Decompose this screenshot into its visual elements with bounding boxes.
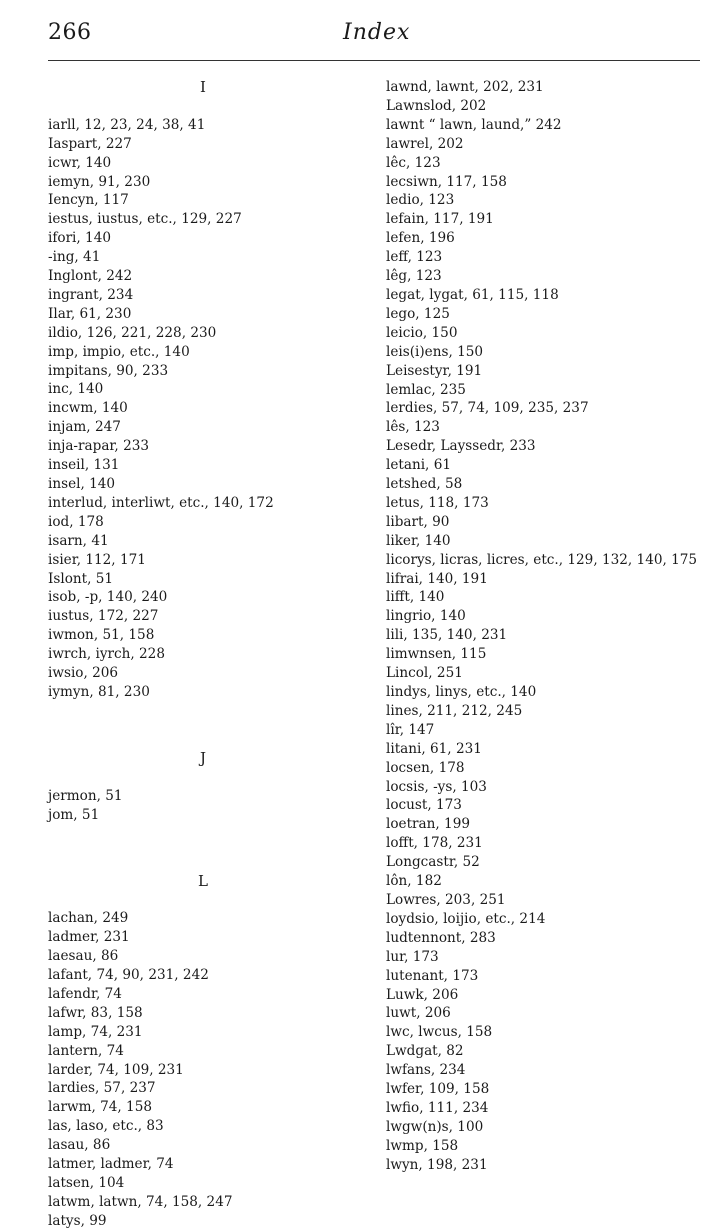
index-entry: lachan, 249 [48,910,129,927]
index-entry: lefain, 117, 191 [386,211,494,228]
index-entry: lîr, 147 [386,721,435,738]
index-entry: lwc, lwcus, 158 [386,1024,493,1041]
index-entry: lili, 135, 140, 231 [386,627,508,644]
index-entry: iustus, 172, 227 [48,608,159,625]
page-number: 266 [48,20,92,45]
index-entry: iemyn, 91, 230 [48,173,151,190]
index-entry: ludtennont, 283 [386,929,496,946]
index-list-right [386,78,706,1175]
section-heading-l: L [198,871,208,890]
section-heading-j: J [199,748,206,767]
index-entry: laesau, 86 [48,948,119,965]
index-entry: lasau, 86 [48,1137,111,1154]
index-entry: licorys, licras, licres, etc., 129, 132, 140, 175 [386,551,698,568]
index-entry: impitans, 90, 233 [48,362,169,379]
index-entry: lwfans, 234 [386,1062,466,1079]
spacer [48,825,358,872]
index-entry: iymyn, 81, 230 [48,683,150,700]
index-entry: Iaspart, 227 [48,135,132,152]
index-entry: inc, 140 [48,381,104,398]
index-entry: isob, -p, 140, 240 [48,589,168,606]
index-entry: ledio, 123 [386,192,455,209]
index-entry: lafant, 74, 90, 231, 242 [48,967,209,984]
index-entry: luwt, 206 [386,1005,451,1022]
index-entry: inseil, 131 [48,457,120,474]
spacer [48,890,358,909]
index-entry: -ing, 41 [48,249,101,266]
left-column [48,78,358,1231]
index-entry: lantern, 74 [48,1042,124,1059]
index-entry: libart, 90 [386,513,450,530]
index-entry: lôn, 182 [386,873,442,890]
index-entry: lêc, 123 [386,154,441,171]
index-entry: incwm, 140 [48,400,128,417]
index-entry: Islont, 51 [48,570,114,587]
index-entry: larwm, 74, 158 [48,1099,153,1116]
index-list-i [48,116,358,702]
index-entry: lawnd, lawnt, 202, 231 [386,79,544,95]
index-entry: latmer, ladmer, 74 [48,1156,174,1173]
index-entry: letus, 118, 173 [386,494,489,511]
index-entry: jermon, 51 [48,787,123,804]
index-entry: lifft, 140 [386,589,445,606]
index-entry: lifrai, 140, 191 [386,570,488,587]
index-entry: icwr, 140 [48,154,112,171]
index-entry: iarll, 12, 23, 24, 38, 41 [48,116,206,133]
index-list-l [48,909,358,1230]
index-entry: Lawnslod, 202 [386,97,487,114]
index-entry: isarn, 41 [48,532,109,549]
index-entry: lefen, 196 [386,230,455,247]
index-entry: inja-rapar, 233 [48,438,150,455]
index-entry: Lesedr, Layssedr, 233 [386,438,536,455]
index-entry: isier, 112, 171 [48,551,146,568]
spacer [48,768,358,787]
index-entry: Leisestyr, 191 [386,362,483,379]
index-entry: lawnt “ lawn, laund,” 242 [386,116,562,133]
index-entry: lwgw(n)s, 100 [386,1118,484,1135]
index-entry: lingrio, 140 [386,608,466,625]
index-entry: Lincol, 251 [386,665,463,682]
index-entry: injam, 247 [48,419,121,436]
spacer [48,702,358,749]
index-entry: legat, lygat, 61, 115, 118 [386,286,559,303]
index-entry: leis(i)ens, 150 [386,343,484,360]
index-list-j [48,787,358,825]
index-entry: jom, 51 [48,806,100,823]
index-entry: ifori, 140 [48,230,111,247]
index-entry: ladmer, 231 [48,929,130,946]
index-entry: latwm, latwn, 74, 158, 247 [48,1193,233,1210]
index-entry: limwnsen, 115 [386,646,487,663]
index-entry: insel, 140 [48,476,116,493]
index-entry: lês, 123 [386,419,440,436]
index-entry: liker, 140 [386,532,451,549]
index-entry: lemlac, 235 [386,381,466,398]
index-entry: lego, 125 [386,305,450,322]
index-entry: lines, 211, 212, 245 [386,702,523,719]
index-entry: lêg, 123 [386,268,442,285]
index-entry: Lwdgat, 82 [386,1043,464,1060]
index-entry: imp, impio, etc., 140 [48,343,190,360]
index-entry: lawrel, 202 [386,135,464,152]
index-entry: lwmp, 158 [386,1137,459,1154]
index-entry: lutenant, 173 [386,967,479,984]
index-entry: ildio, 126, 221, 228, 230 [48,324,217,341]
running-head: Index [343,20,411,45]
index-entry: Iencyn, 117 [48,192,129,209]
index-entry: loydsio, loijio, etc., 214 [386,910,546,927]
index-entry: lamp, 74, 231 [48,1023,143,1040]
index-entry: lindys, linys, etc., 140 [386,684,537,700]
index-entry: lur, 173 [386,948,439,965]
index-entry: leff, 123 [386,249,443,266]
index-entry: latsen, 104 [48,1174,125,1191]
index-entry: lafwr, 83, 158 [48,1004,143,1021]
index-entry: lafendr, 74 [48,985,122,1002]
index-entry: Ilar, 61, 230 [48,305,132,322]
index-entry: iwsio, 206 [48,665,119,682]
header-rule [48,60,700,61]
index-entry: Longcastr, 52 [386,854,480,871]
index-entry: lardies, 57, 237 [48,1080,156,1097]
index-entry: Luwk, 206 [386,986,459,1003]
index-entry: lofft, 178, 231 [386,835,483,852]
index-entry: iwrch, iyrch, 228 [48,646,165,663]
index-entry: lecsiwn, 117, 158 [386,173,507,190]
index-entry: lwfio, 111, 234 [386,1099,489,1116]
index-entry: las, laso, etc., 83 [48,1118,164,1135]
spacer [48,97,358,116]
index-entry: interlud, interliwt, etc., 140, 172 [48,494,274,511]
index-entry: locsis, -ys, 103 [386,778,487,795]
index-entry: iwmon, 51, 158 [48,627,155,644]
right-column [386,78,706,1175]
index-entry: letani, 61 [386,457,452,474]
index-entry: litani, 61, 231 [386,740,482,757]
index-entry: letshed, 58 [386,476,463,493]
index-entry: lerdies, 57, 74, 109, 235, 237 [386,400,589,417]
page-header [48,18,700,58]
index-entry: leicio, 150 [386,324,458,341]
index-entry: Lowres, 203, 251 [386,891,506,908]
index-entry: lwyn, 198, 231 [386,1156,488,1173]
index-entry: larder, 74, 109, 231 [48,1061,184,1078]
index-entry: iestus, iustus, etc., 129, 227 [48,211,242,228]
index-entry: locust, 173 [386,797,462,814]
index-entry: ingrant, 234 [48,286,134,303]
section-heading-i: I [200,78,206,96]
index-entry: lwfer, 109, 158 [386,1081,490,1098]
index-entry: loetran, 199 [386,816,470,833]
index-entry: iod, 178 [48,513,104,530]
index-entry: locsen, 178 [386,759,465,776]
index-entry: Inglont, 242 [48,268,133,285]
index-entry: latys, 99 [48,1212,107,1229]
